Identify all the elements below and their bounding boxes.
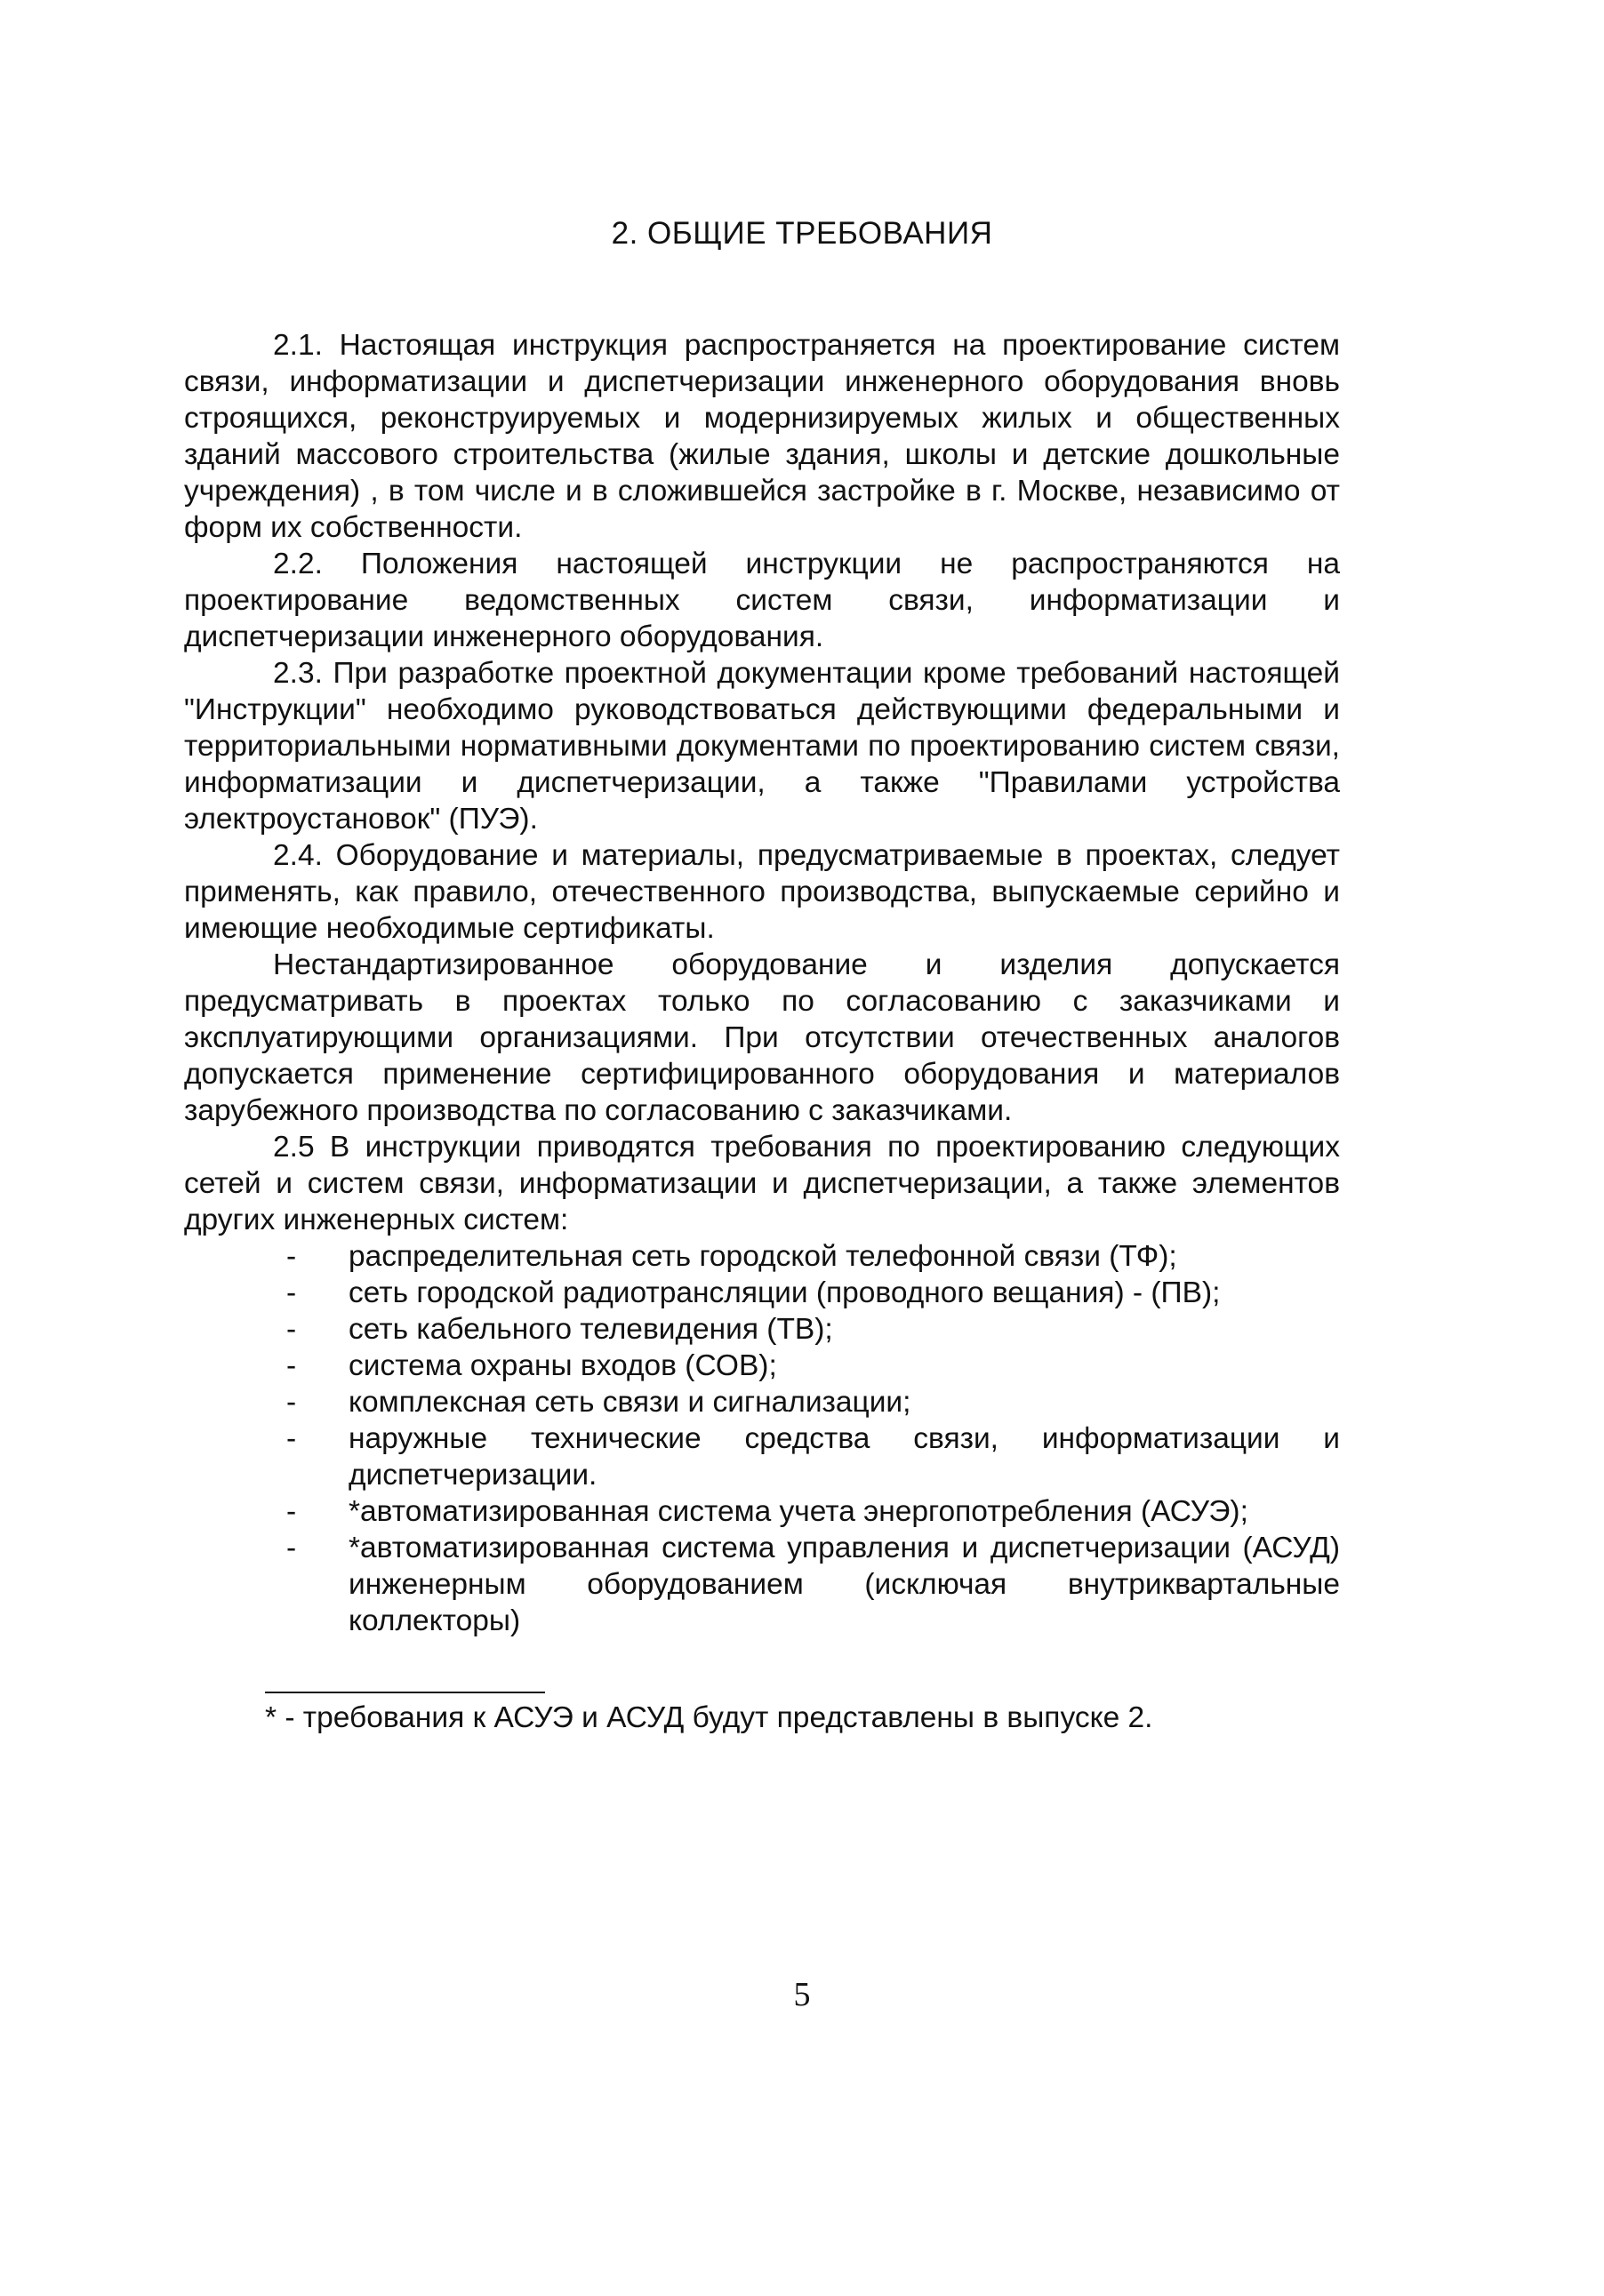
list-item-text: *автоматизированная система учета энергопотребления (АСУЭ); (349, 1495, 1248, 1528)
paragraph-2-4-continued: Нестандартизированное оборудование и изделия допускается предусматривать в проектах только по согласованию с заказчиками и эксплуатирующими организациями. При отсутствии отечественных аналогов допускается применение сертифицированного оборудования и материалов зарубежного производства по согласованию с заказчиками. (184, 948, 1340, 1127)
list-dash: - (286, 1313, 297, 1346)
paragraph-2-5: 2.5 В инструкции приводятся требования по проектированию следующих сетей и систем связи, информатизации и диспетчеризации, а также элементов других инженерных систем: (184, 1131, 1340, 1236)
section-body (184, 327, 1340, 1639)
list-dash: - (286, 1240, 297, 1273)
list-item (184, 1275, 1340, 1311)
paragraph-2-3: 2.3. При разработке проектной документации кроме требований настоящей "Инструкции" необходимо руководствоваться действующими федеральными и территориальными нормативными документами по проектированию систем связи, информатизации и диспетчеризации, а также "Правилами устройства электроустановок" (ПУЭ). (184, 657, 1340, 836)
list-item-text: сеть городской радиотрансляции (проводного вещания) - (ПВ); (349, 1276, 1221, 1309)
footnote: * - требования к АСУЭ и АСУД будут представлены в выпуске 2. (265, 1701, 1153, 1734)
list-item-text: распределительная сеть городской телефонной связи (ТФ); (349, 1240, 1177, 1273)
list-item (184, 1530, 1340, 1639)
list-item-text: сеть кабельного телевидения (ТВ); (349, 1313, 833, 1346)
list-item (184, 1384, 1340, 1420)
paragraph-2-4: 2.4. Оборудование и материалы, предусматриваемые в проектах, следует применять, как правило, отечественного производства, выпускаемые серийно и имеющие необходимые сертификаты. (184, 839, 1340, 945)
list-item-text: наружные технические средства связи, информатизации и диспетчеризации. (349, 1422, 1340, 1492)
list-dash: - (286, 1276, 297, 1309)
list-item (184, 1311, 1340, 1348)
list-item-text: комплексная сеть связи и сигнализации; (349, 1386, 911, 1419)
paragraph-2-2: 2.2. Положения настоящей инструкции не распространяются на проектирование ведомственных систем связи, информатизации и диспетчеризации инженерного оборудования. (184, 548, 1340, 653)
page-number: 5 (793, 1976, 811, 2013)
list-item (184, 1238, 1340, 1275)
section-heading: 2. ОБЩИЕ ТРЕБОВАНИЯ (611, 216, 993, 251)
list-item-text: *автоматизированная система управления и диспетчеризации (АСУД) инженерным оборудованием (исключая внутриквартальные коллекторы) (349, 1532, 1340, 1637)
footnote-divider (265, 1692, 545, 1693)
list-item (184, 1348, 1340, 1384)
list-dash: - (286, 1349, 297, 1382)
list-item (184, 1420, 1340, 1493)
list-item-text: система охраны входов (СОВ); (349, 1349, 777, 1382)
list-dash: - (286, 1532, 297, 1564)
list-dash: - (286, 1422, 297, 1455)
list-dash: - (286, 1495, 297, 1528)
list-item (184, 1493, 1340, 1530)
list-dash: - (286, 1386, 297, 1419)
systems-list (184, 1238, 1340, 1639)
paragraph-2-1: 2.1. Настоящая инструкция распространяется на проектирование систем связи, информатизации и диспетчеризации инженерного оборудования вновь строящихся, реконструируемых и модернизируемых жилых и общественных зданий массового строительства (жилые здания, школы и детские дошкольные учреждения) , в том числе и в сложившейся застройке в г. Москве, независимо от форм их собственности. (184, 329, 1340, 544)
